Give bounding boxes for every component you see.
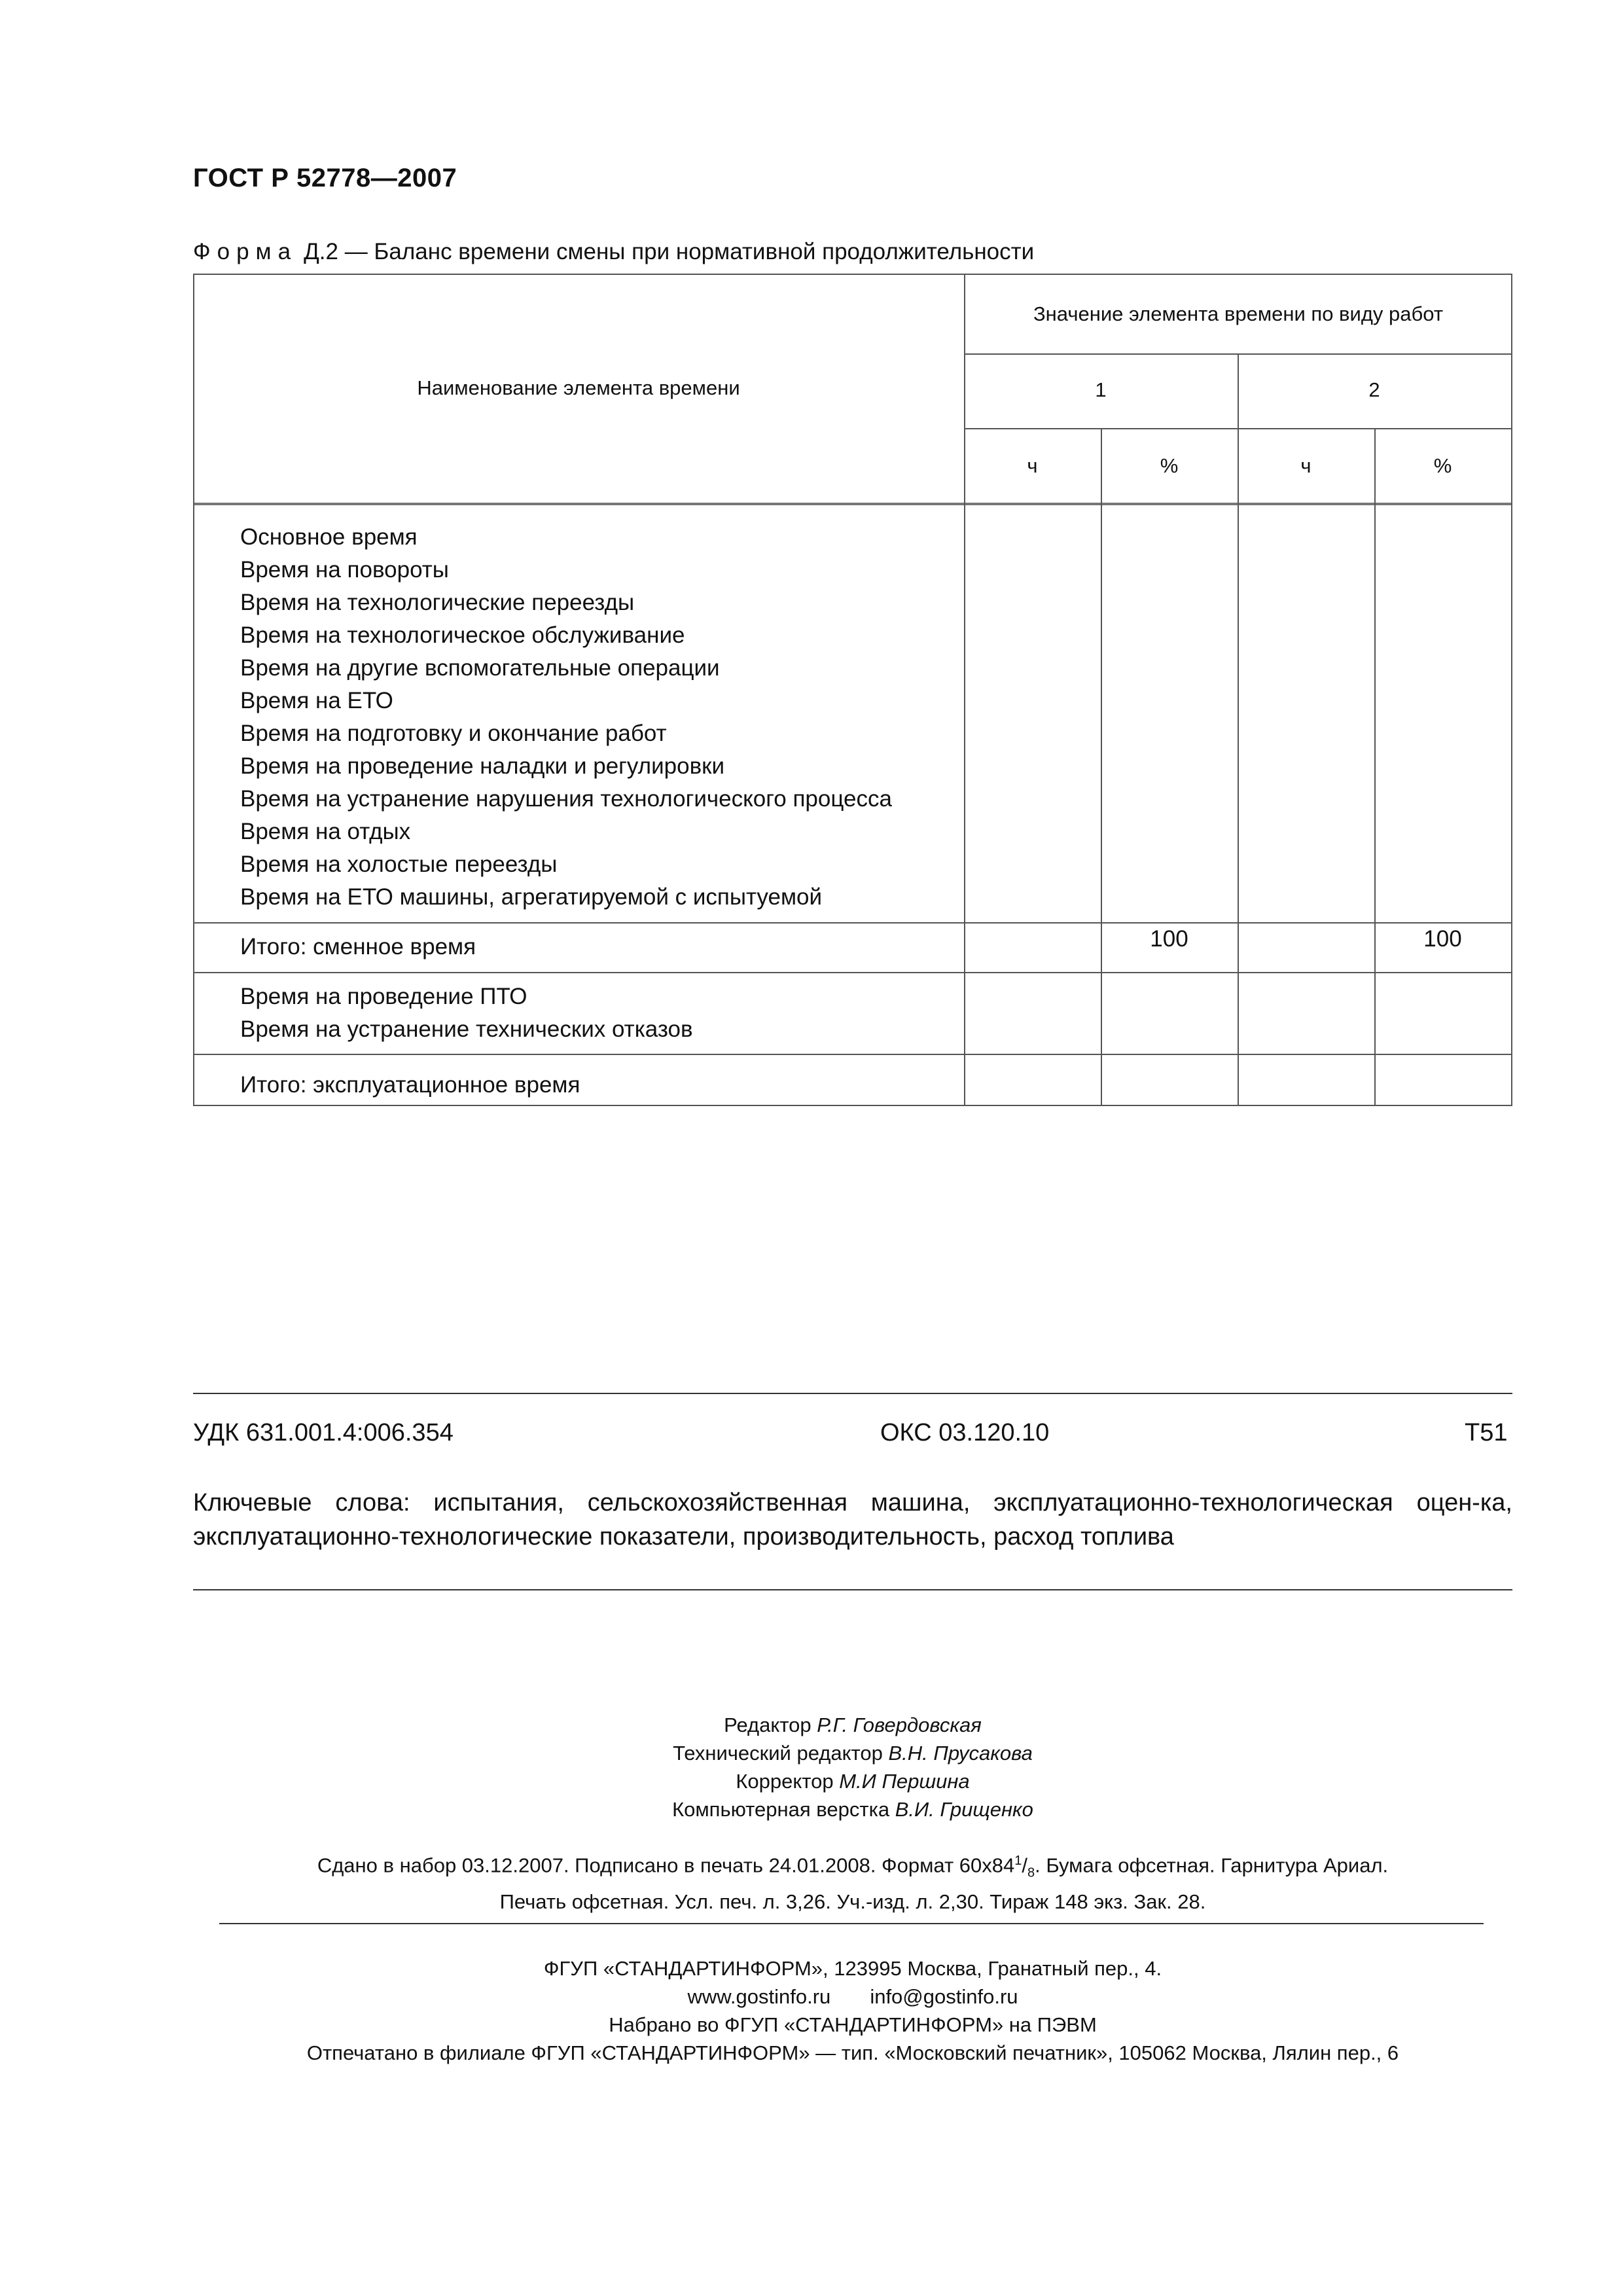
header-unit-pct-2: %: [1433, 454, 1452, 477]
credit-layout: [193, 1795, 1512, 1823]
divider-imprint: [219, 1923, 1484, 1924]
credits-block: [193, 1711, 1512, 1823]
classification-code: Т51: [1465, 1419, 1508, 1446]
credit-name: Р.Г. Говердовская: [817, 1713, 982, 1736]
table-row: Время на подготовку и окончание работ: [240, 721, 667, 746]
publisher-typeset: Набрано во ФГУП «СТАНДАРТИНФОРМ» на ПЭВМ: [609, 2013, 1097, 2036]
print-info-line-1: Сдано в набор 03.12.2007. Подписано в печать 24.01.2008. Формат $60x84^1/_8$. Бумага офсетная. Гарнитура Ариал.: [317, 1854, 1389, 1880]
print-info-text: . Бумага офсетная. Гарнитура Ариал.: [1035, 1854, 1389, 1877]
table-row: Основное время: [240, 524, 418, 550]
publisher-info: [193, 1954, 1512, 2067]
udk-code: УДК 631.001.4:006.354: [193, 1419, 454, 1446]
credit-proofreader: [193, 1767, 1512, 1795]
table-row: Время на проведение наладки и регулировки: [240, 753, 725, 779]
credit-name: В.И. Грищенко: [895, 1798, 1033, 1821]
table-border-top: [193, 274, 1512, 275]
form-label: Форма: [193, 239, 298, 264]
table-row: Время на проведение ПТО: [240, 984, 527, 1009]
form-caption: [193, 239, 1034, 265]
credit-role: Технический редактор: [673, 1742, 883, 1765]
document-code: ГОСТ Р 52778—2007: [193, 164, 457, 192]
credit-role: Компьютерная верстка: [672, 1798, 890, 1821]
format-numerator: 1: [1014, 1854, 1022, 1868]
publisher-printed: Отпечатано в филиале ФГУП «СТАНДАРТИНФОРМ» — тип. «Московский печатник», 105062 Москва, Лялин пер., 6: [306, 2041, 1399, 2064]
table-border-bottom: [193, 1105, 1512, 1106]
credit-role: Корректор: [736, 1770, 834, 1793]
print-info: [193, 1847, 1512, 1916]
table-row: Время на ЕТО: [240, 688, 393, 713]
table-row: Время на технологические переезды: [240, 590, 635, 615]
publisher-website: www.gostinfo.ru: [687, 1985, 831, 2008]
credit-tech-editor: [193, 1739, 1512, 1767]
table-row: Время на устранение нарушения технологического процесса: [240, 786, 892, 812]
total-shift-pct-1: 100: [1150, 926, 1188, 952]
header-element-name: Наименование элемента времени: [417, 376, 740, 399]
form-title: Д.2 — Баланс времени смены при нормативной продолжительности: [304, 239, 1035, 264]
header-group-2: 2: [1368, 378, 1380, 401]
publisher-email: info@gostinfo.ru: [870, 1985, 1018, 2008]
table-row: Время на холостые переезды: [240, 852, 558, 877]
header-unit-h-1: ч: [1027, 454, 1038, 477]
header-group-1: 1: [1095, 378, 1107, 401]
table-row: Время на ЕТО машины, агрегатируемой с испытуемой: [240, 884, 823, 910]
credit-name: В.Н. Прусакова: [888, 1742, 1033, 1765]
print-info-line-2: Печать офсетная. Усл. печ. л. 3,26. Уч.-изд. л. 2,30. Тираж 148 экз. Зак. 28.: [499, 1890, 1206, 1913]
table-line-section-2: [193, 1054, 1512, 1055]
table-row: Время на другие вспомогательные операции: [240, 655, 720, 681]
publisher-address: ФГУП «СТАНДАРТИНФОРМ», 123995 Москва, Гранатный пер., 4.: [543, 1957, 1162, 1980]
credit-editor: [193, 1711, 1512, 1739]
table-row: Время на отдых: [240, 819, 411, 844]
table-border-right: [1511, 274, 1512, 1106]
divider-top: [193, 1393, 1512, 1394]
table-row: Время на устранение технических отказов: [240, 1016, 693, 1042]
table-col-divider-1: [1101, 428, 1102, 1106]
header-unit-h-2: ч: [1300, 454, 1311, 477]
table-line-header-bottom: [193, 503, 1512, 505]
table-line-section-1: [193, 922, 1512, 924]
keywords: Ключевые слова: испытания, сельскохозяйственная машина, эксплуатационно-технологическая оцен-ка, эксплуатационно-технологические показатели, производительность, расход топлива: [193, 1489, 1512, 1551]
credit-name: М.И Першина: [839, 1770, 970, 1793]
oks-code: ОКС 03.120.10: [880, 1419, 1050, 1446]
format-denominator: 8: [1027, 1865, 1035, 1880]
credit-role: Редактор: [724, 1713, 812, 1736]
publisher-contacts: [193, 1982, 1512, 2011]
header-unit-pct-1: %: [1160, 454, 1179, 477]
time-balance-table: [193, 274, 1512, 1106]
total-shift-label: Итого: сменное время: [240, 934, 476, 960]
table-row: Время на технологическое обслуживание: [240, 622, 685, 648]
header-value: Значение элемента времени по виду работ: [1033, 302, 1444, 325]
total-operational-label: Итого: эксплуатационное время: [240, 1072, 580, 1098]
table-col-divider-2: [1374, 428, 1376, 1106]
table-line-total-shift: [193, 972, 1512, 973]
divider-bottom: [193, 1589, 1512, 1590]
total-shift-pct-2: 100: [1423, 926, 1462, 952]
table-row: Время на повороты: [240, 557, 449, 583]
print-info-text: Сдано в набор 03.12.2007. Подписано в печать 24.01.2008. Формат 60x84: [317, 1854, 1015, 1877]
